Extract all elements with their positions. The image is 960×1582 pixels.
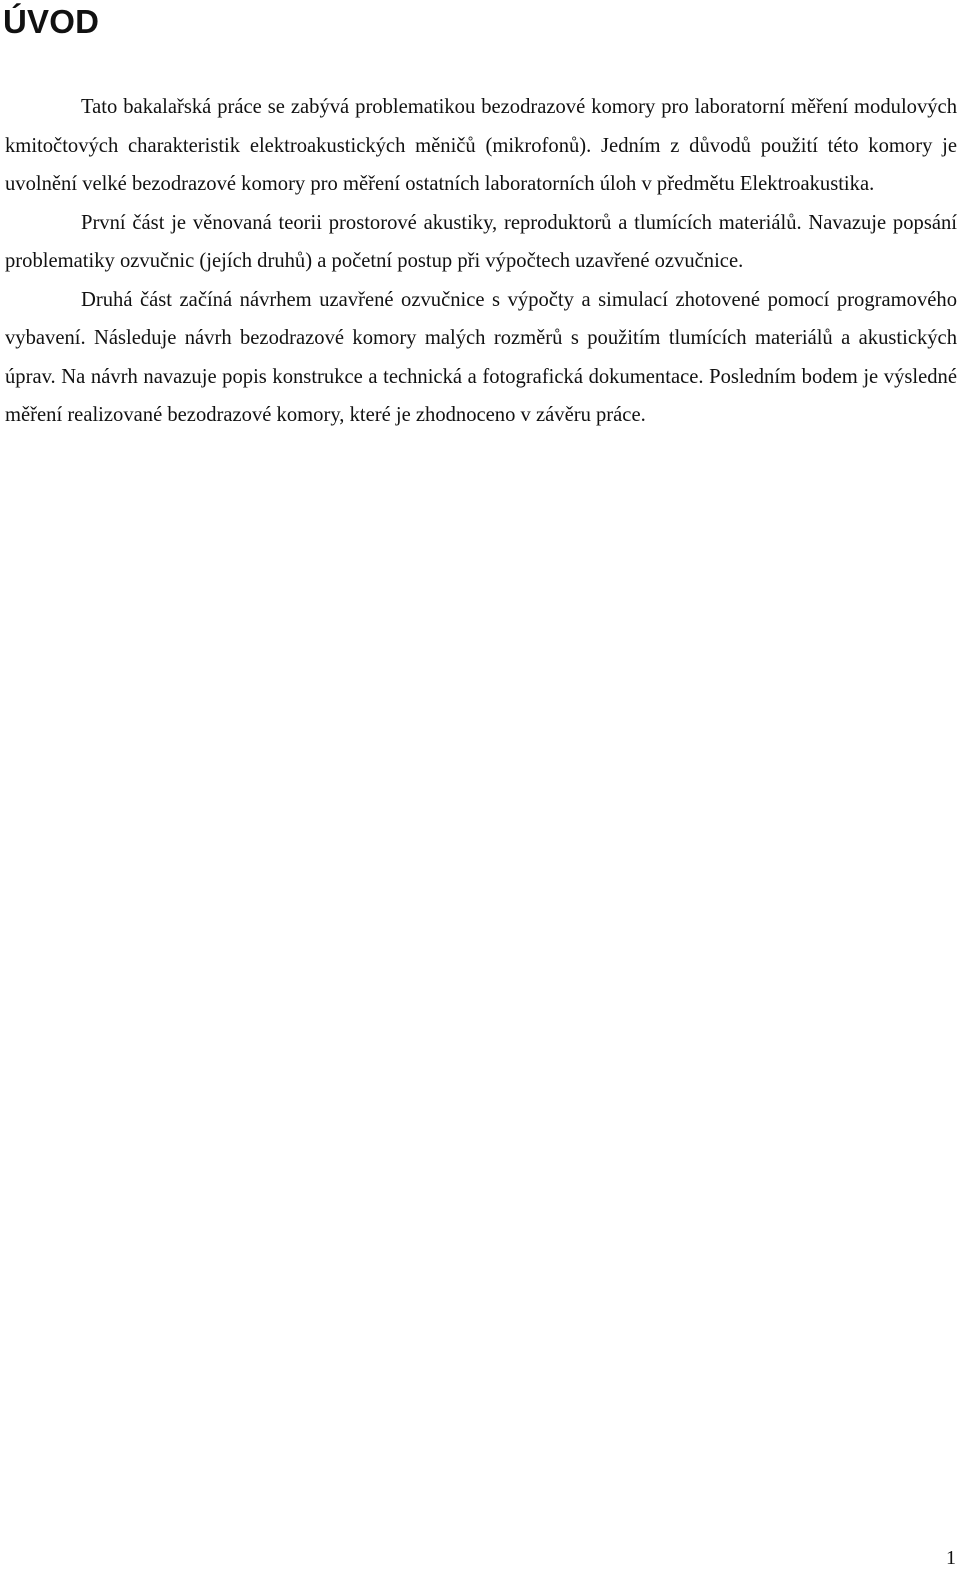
document-body xyxy=(5,88,957,435)
paragraph-introduction: Tato bakalařská práce se zabývá problematikou bezodrazové komory pro laboratorní měření modulových kmitočtových charakteristik elektroakustických měničů (mikrofonů). Jedním z důvodů použití této komory je uvolnění velké bezodrazové komory pro měření ostatních laboratorních úloh v předmětu Elektroakustika. xyxy=(5,96,957,195)
paragraph-second-part: Druhá část začíná návrhem uzavřené ozvučnice s výpočty a simulací zhotovené pomocí programového vybavení. Následuje návrh bezodrazové komory malých rozměrů s použitím tlumících materiálů a akustických úprav. Na návrh navazuje popis konstrukce a technická a fotografická dokumentace. Posledním bodem je výsledné měření realizované bezodrazové komory, které je zhodnoceno v závěru práce. xyxy=(5,288,957,426)
page-title: ÚVOD xyxy=(3,3,100,40)
page-number: 1 xyxy=(946,1547,956,1569)
paragraph-first-part: První část je věnovaná teorii prostorové akustiky, reproduktorů a tlumících materiálů. Navazuje popsání problematiky ozvučnic (jejích druhů) a početní postup při výpočtech uzavřené ozvučnice. xyxy=(5,211,957,272)
